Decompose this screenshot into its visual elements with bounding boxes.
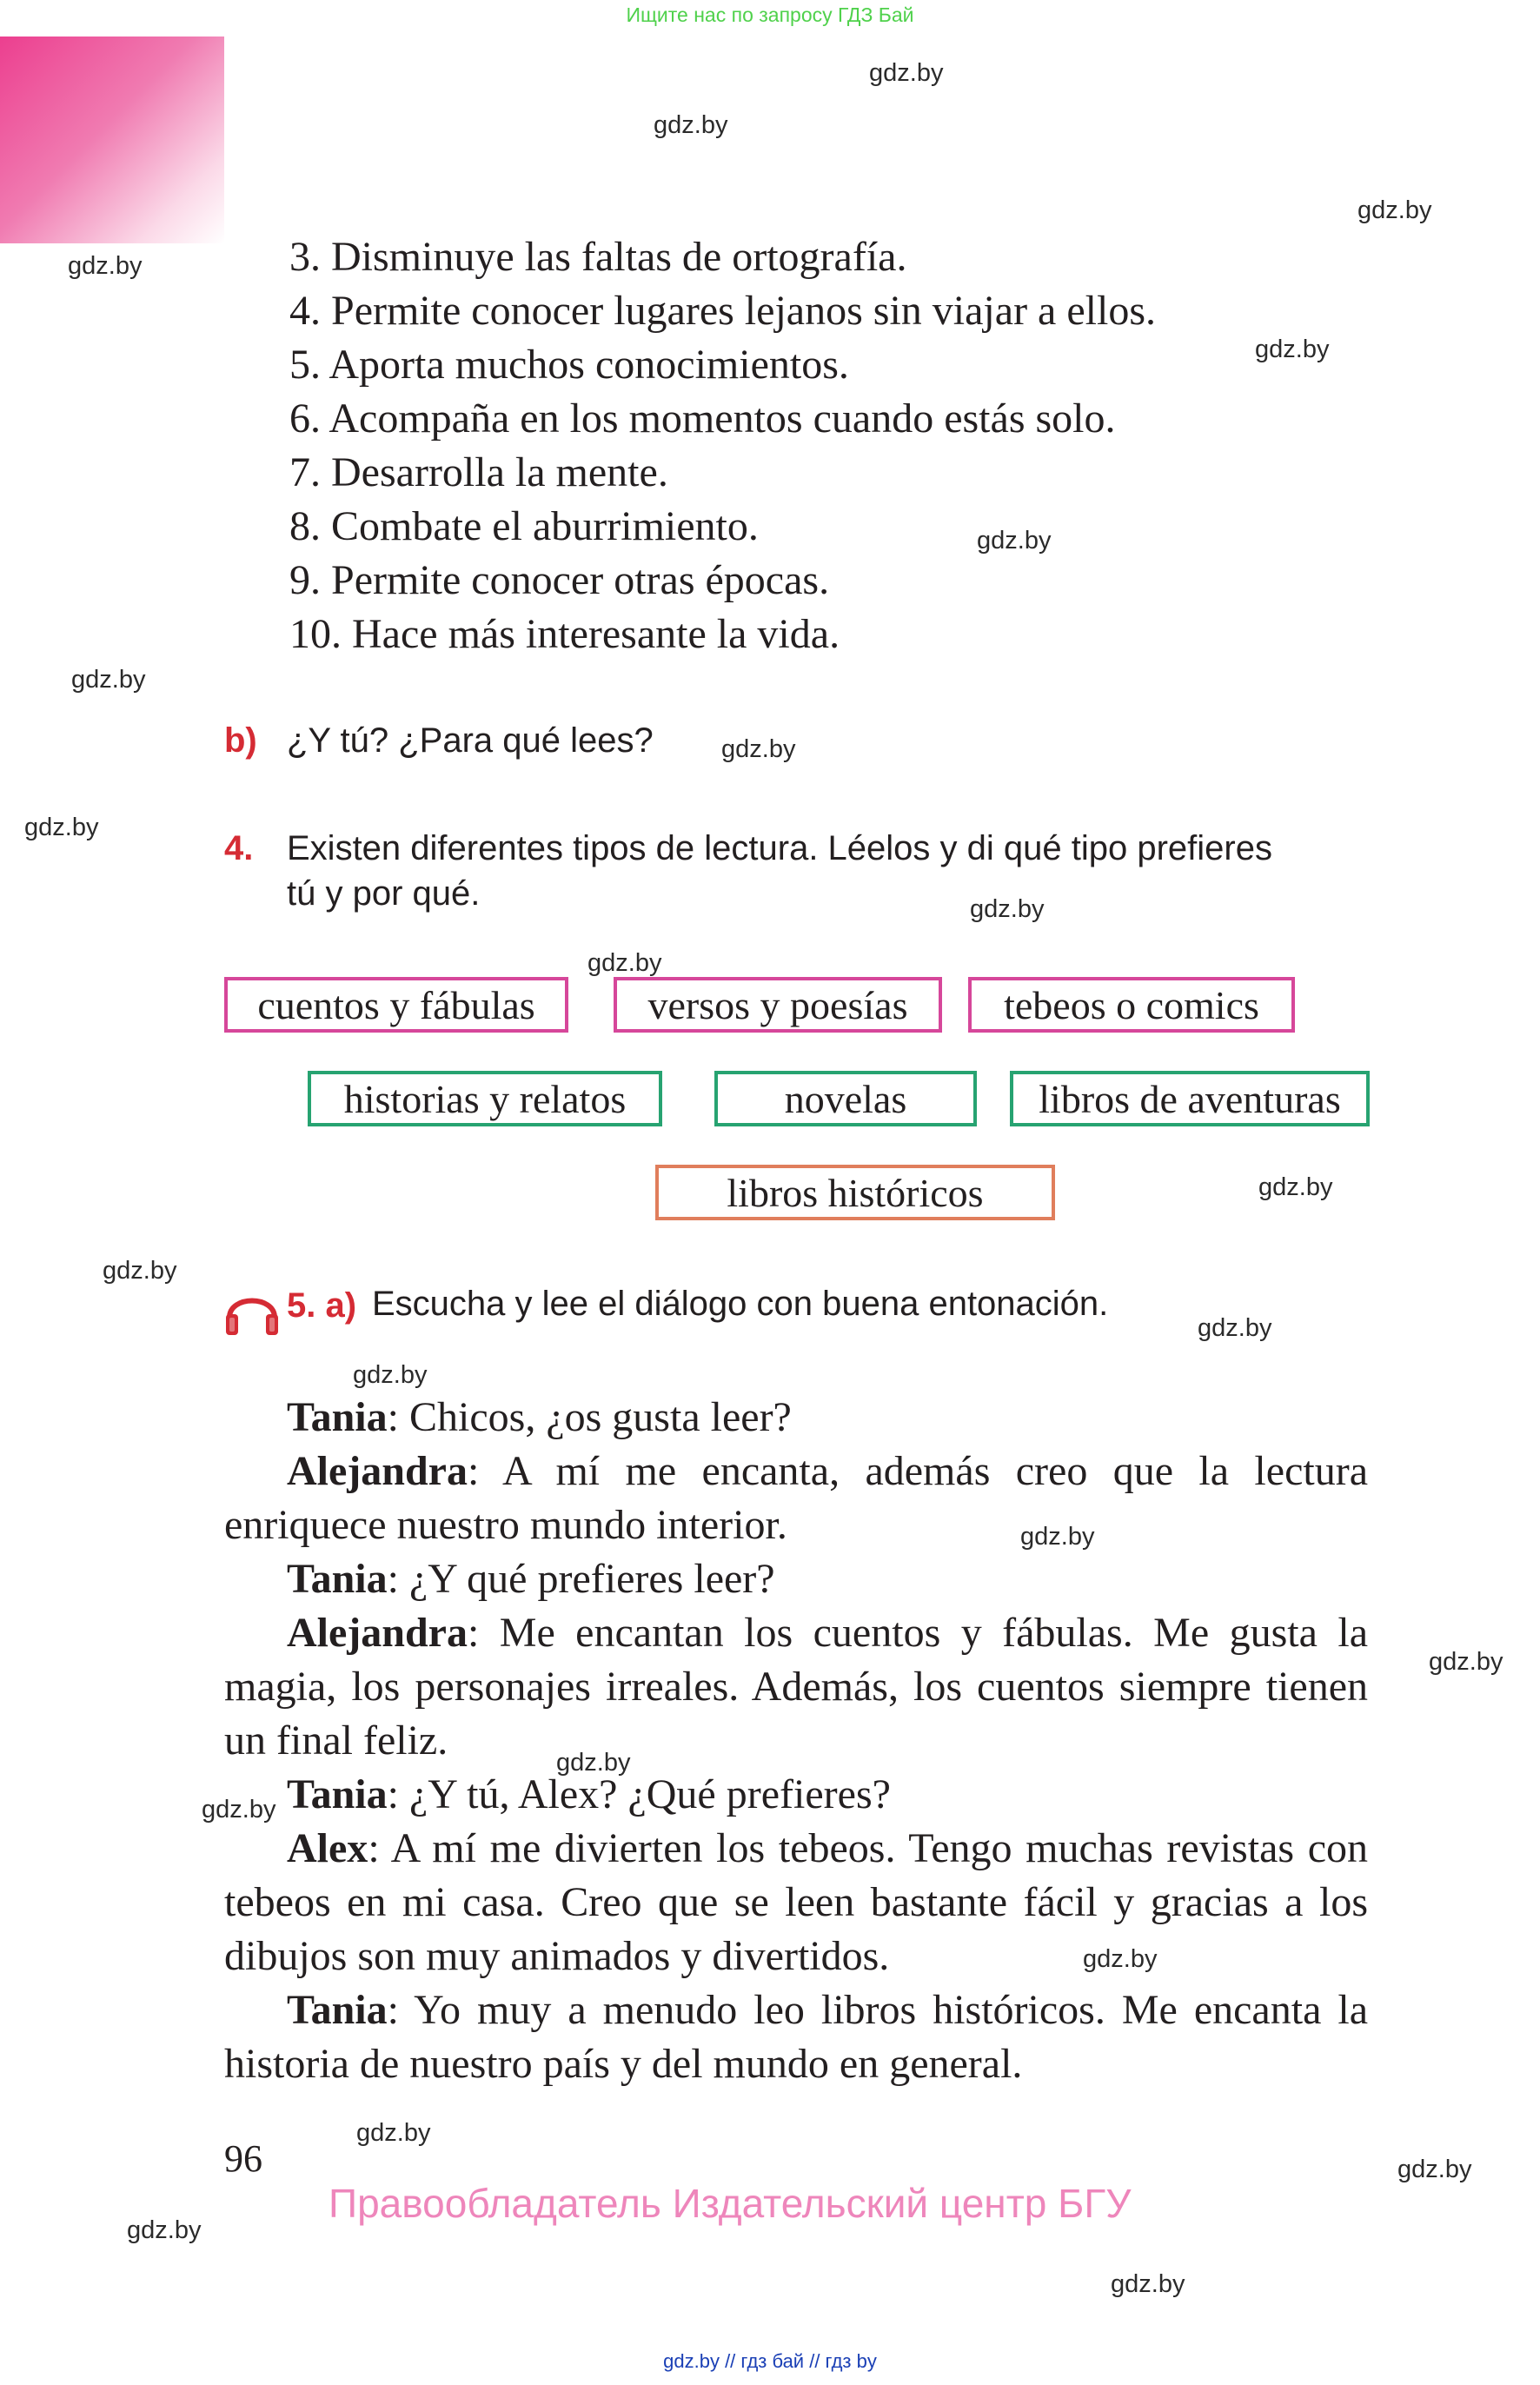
reading-type-box: historias y relatos [308, 1071, 662, 1126]
reading-type-box: libros de aventuras [1010, 1071, 1370, 1126]
list-item: 9. Permite conocer otras épocas. [289, 557, 830, 603]
task-b-text: ¿Y tú? ¿Para qué lees? [287, 721, 654, 760]
speaker-name: Tania [287, 1771, 388, 1817]
watermark: gdz.by [103, 1257, 177, 1285]
reading-type-box: versos y poesías [614, 977, 942, 1033]
dialogue-line [224, 1983, 1368, 2091]
speaker-name: Tania [287, 1394, 388, 1440]
task-4-line2: tú y por qué. [287, 874, 481, 913]
headphones-icon [222, 1283, 282, 1339]
reading-type-box: cuentos y fábulas [224, 977, 568, 1033]
list-item: 4. Permite conocer lugares lejanos sin viajar a ellos. [289, 288, 1157, 334]
watermark: gdz.by [1255, 335, 1330, 363]
dialogue-line [224, 1391, 1368, 1445]
corner-decoration [0, 37, 224, 243]
watermark: gdz.by [68, 252, 143, 280]
dialogue [224, 1391, 1368, 2091]
watermark: gdz.by [1258, 1173, 1333, 1201]
task-b-label: b) [224, 721, 257, 760]
dialogue-line [224, 1445, 1368, 1552]
reading-type-box: libros históricos [655, 1165, 1055, 1220]
dialogue-line [224, 1768, 1368, 1822]
watermark: gdz.by [721, 735, 796, 763]
footer-copyright: Правообладатель Издательский центр БГУ [329, 2181, 1132, 2226]
watermark: gdz.by [353, 1361, 428, 1389]
speaker-name: Tania [287, 1556, 388, 1602]
list-item: 7. Desarrolla la mente. [289, 449, 668, 495]
watermark: gdz.by [24, 814, 99, 841]
list-item: 6. Acompaña en los momentos cuando estás solo. [289, 395, 1116, 442]
task-5-label: 5. a) [287, 1286, 357, 1325]
reading-type-box: tebeos o comics [968, 977, 1295, 1033]
line-text: : A mí me encanta, además creo que la lectura enriquece nuestro mundo interior. [224, 1448, 1368, 1548]
top-note: Ищите нас по запросу ГДЗ Бай [626, 3, 914, 26]
line-text: : ¿Y qué prefieres leer? [387, 1556, 775, 1602]
speaker-name: Tania [287, 1987, 388, 2033]
watermark: gdz.by [654, 111, 728, 139]
watermark: gdz.by [869, 59, 944, 87]
list-item: 5. Aporta muchos conocimientos. [289, 342, 849, 388]
speaker-name: Alex [287, 1825, 368, 1871]
dialogue-line [224, 1822, 1368, 1983]
watermark: gdz.by [356, 2119, 431, 2147]
watermark: gdz.by [202, 1796, 276, 1824]
list-item: 3. Disminuye las faltas de ortografía. [289, 234, 907, 280]
task-5-text: Escucha y lee el diálogo con buena entonación. [372, 1285, 1109, 1323]
watermark: gdz.by [1397, 2156, 1472, 2183]
page-number: 96 [224, 2137, 262, 2180]
watermark: gdz.by [556, 1749, 631, 1777]
watermark: gdz.by [1083, 1945, 1158, 1973]
watermark: gdz.by [1020, 1523, 1095, 1551]
task-4-line1: Existen diferentes tipos de lectura. Léelos y di qué tipo prefieres [287, 829, 1272, 867]
line-text: : Yo muy a menudo leo libros históricos. Me encanta la historia de nuestro país y del mundo en general. [224, 1987, 1368, 2087]
line-text: : A mí me divierten los tebeos. Tengo muchas revistas con tebeos en mi casa. Creo que se leen bastante fácil y gracias a los dibujos son muy animados y divertidos. [224, 1825, 1368, 1979]
list-item: 10. Hace más interesante la vida. [289, 611, 840, 657]
line-text: : ¿Y tú, Alex? ¿Qué prefieres? [387, 1771, 891, 1817]
bottom-note: gdz.by // гдз бай // гдз by [663, 2350, 877, 2372]
dialogue-line [224, 1606, 1368, 1768]
line-text: : Chicos, ¿os gusta leer? [387, 1394, 792, 1440]
watermark: gdz.by [977, 527, 1052, 555]
list-item: 8. Combate el aburrimiento. [289, 503, 759, 549]
watermark: gdz.by [1429, 1648, 1503, 1676]
speaker-name: Alejandra [287, 1448, 468, 1494]
watermark: gdz.by [127, 2216, 202, 2244]
watermark: gdz.by [1111, 2270, 1185, 2298]
reading-type-box: novelas [714, 1071, 977, 1126]
watermark: gdz.by [1357, 196, 1432, 224]
line-text: : Me encantan los cuentos y fábulas. Me gusta la magia, los personajes irreales. Además, los cuentos siempre tienen un final feliz. [224, 1610, 1368, 1764]
speaker-name: Alejandra [287, 1610, 468, 1656]
watermark: gdz.by [587, 949, 662, 977]
watermark: gdz.by [970, 895, 1045, 923]
watermark: gdz.by [1198, 1314, 1272, 1342]
watermark: gdz.by [71, 666, 146, 694]
dialogue-line [224, 1552, 1368, 1606]
task-4-label: 4. [224, 829, 254, 867]
